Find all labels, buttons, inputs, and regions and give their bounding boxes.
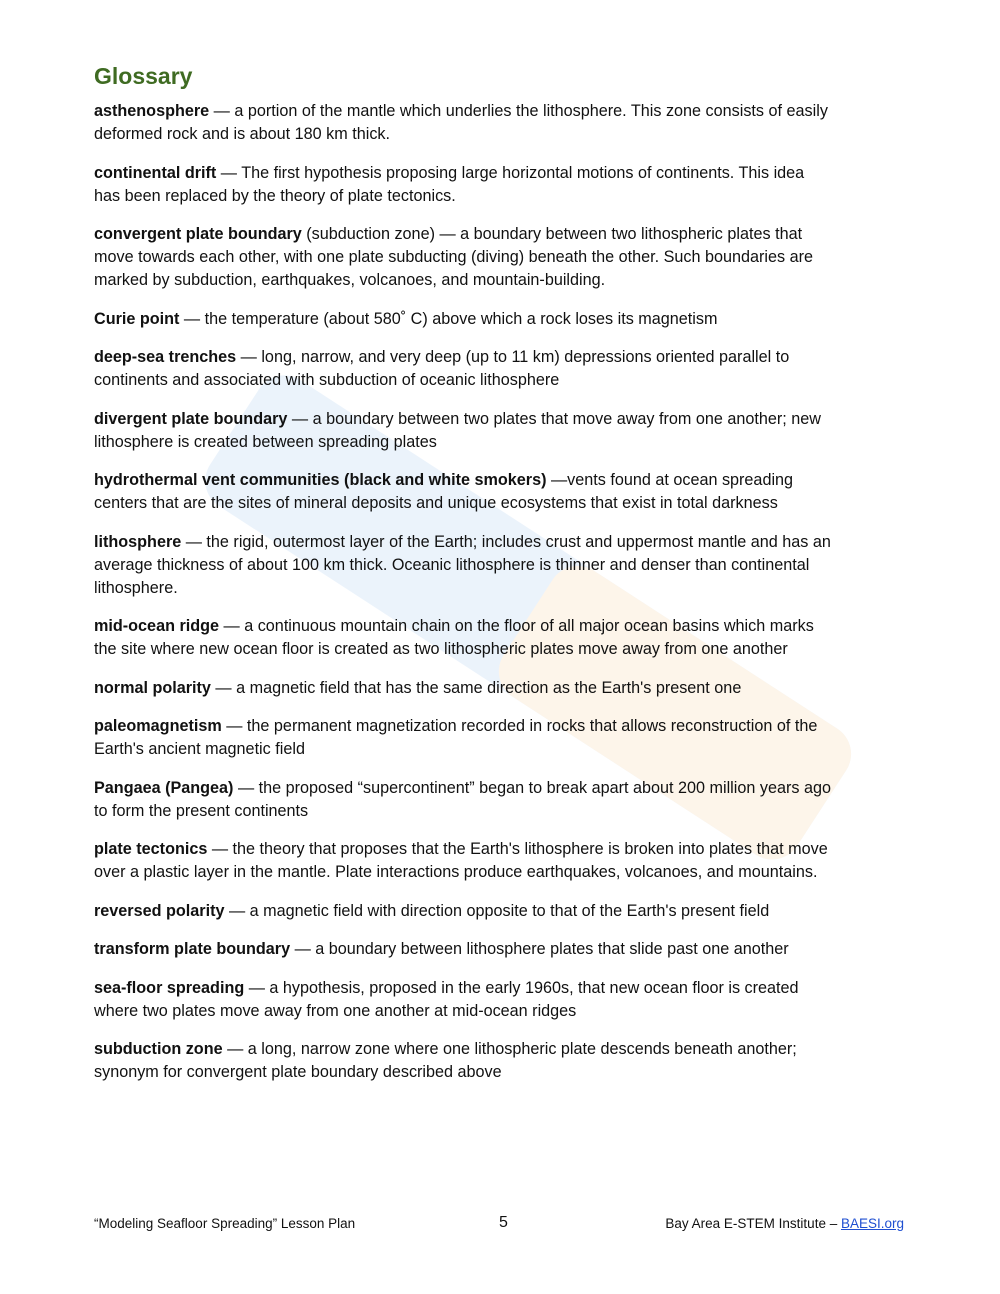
glossary-term: Curie point bbox=[94, 309, 180, 328]
glossary-definition: —vents found at ocean spreading centers that are the sites of mineral deposits and unique ecosystems that exist in total darkness bbox=[94, 471, 794, 512]
glossary-entry bbox=[94, 977, 834, 1023]
glossary-entry bbox=[94, 100, 834, 146]
footer-institute-text: Bay Area E-STEM Institute – bbox=[665, 1216, 841, 1231]
glossary-entry bbox=[94, 162, 834, 208]
glossary-term: subduction zone bbox=[94, 1040, 223, 1058]
glossary-entry bbox=[94, 615, 834, 661]
glossary-definition: — long, narrow, and very deep (up to 11 km) depressions oriented parallel to continents and associated with subduction of oceanic lithosphere bbox=[94, 348, 790, 389]
glossary-term: sea-floor spreading bbox=[94, 978, 245, 997]
glossary-definition: — the temperature (about 580˚ C) above which a rock loses its magnetism bbox=[179, 309, 718, 328]
glossary-term: deep-sea trenches bbox=[94, 348, 237, 366]
glossary-entry bbox=[94, 469, 834, 515]
glossary-entry bbox=[94, 777, 834, 823]
glossary-entry bbox=[94, 938, 834, 961]
glossary-definition: — the theory that proposes that the Earth's lithosphere is broken into plates that move over a plastic layer in the mantle. Plate interactions produce earthquakes, volcanoes, and mountains. bbox=[94, 840, 828, 881]
glossary-term: lithosphere bbox=[94, 532, 182, 551]
glossary-definition: — a magnetic field with direction opposite to that of the Earth's present field bbox=[224, 901, 770, 920]
footer-lesson-title: “Modeling Seafloor Spreading” Lesson Plan bbox=[94, 1216, 356, 1231]
glossary-entry bbox=[94, 677, 834, 700]
glossary-term: divergent plate boundary bbox=[94, 409, 288, 428]
glossary-entry bbox=[94, 346, 834, 392]
footer-institute bbox=[665, 1216, 904, 1231]
baesi-link[interactable]: BAESI.org bbox=[840, 1216, 904, 1231]
glossary-definition: — a magnetic field that has the same direction as the Earth's present one bbox=[210, 678, 742, 697]
glossary-entry bbox=[94, 223, 834, 292]
glossary-term: convergent plate boundary bbox=[94, 225, 302, 243]
glossary-entry bbox=[94, 408, 834, 454]
page-footer bbox=[94, 1214, 904, 1238]
page-number: 5 bbox=[499, 1214, 508, 1231]
glossary-term: normal polarity bbox=[94, 678, 211, 697]
glossary-definition: — a boundary between two plates that move away from one another; new lithosphere is created between spreading plates bbox=[94, 409, 821, 451]
glossary-definition: — the proposed “supercontinent” began to break apart about 200 million years ago to form the present continents bbox=[94, 778, 831, 820]
glossary-term: transform plate boundary bbox=[94, 940, 291, 958]
glossary-definition: — a continuous mountain chain on the floor of all major ocean basins which marks the site where new ocean floor is created as two lithospheric plates move away from one another bbox=[94, 617, 814, 658]
glossary-definition: (subduction zone) — a boundary between two lithospheric plates that move towards each other, with one plate subducting (diving) beneath the other. Such boundaries are marked by subduction, earthquakes, volcanoes, and mountain-building. bbox=[94, 225, 814, 289]
glossary-definition: — a hypothesis, proposed in the early 1960s, that new ocean floor is created where two plates move away from one another at mid-ocean ridges bbox=[94, 978, 799, 1020]
glossary-term: plate tectonics bbox=[94, 840, 208, 858]
glossary-term: asthenosphere bbox=[94, 102, 210, 120]
glossary-term: mid-ocean ridge bbox=[94, 617, 220, 635]
glossary-term: Pangaea (Pangea) bbox=[94, 778, 234, 797]
glossary-list bbox=[94, 100, 834, 1100]
glossary-definition: — a boundary between lithosphere plates that slide past one another bbox=[290, 940, 789, 958]
glossary-definition: — the rigid, outermost layer of the Earth; includes crust and uppermost mantle and has an average thickness of about 100 km thick. Oceanic lithosphere is thinner and denser than continental lithosphere. bbox=[94, 532, 831, 597]
glossary-entry bbox=[94, 1038, 834, 1084]
glossary-heading: Glossary bbox=[94, 63, 193, 89]
glossary-term: reversed polarity bbox=[94, 901, 225, 920]
glossary-definition: — the permanent magnetization recorded in rocks that allows reconstruction of the Earth's ancient magnetic field bbox=[94, 717, 818, 758]
glossary-entry bbox=[94, 715, 834, 761]
glossary-definition: — The first hypothesis proposing large horizontal motions of continents. This idea has been replaced by the theory of plate tectonics. bbox=[94, 163, 805, 205]
glossary-definition: — a portion of the mantle which underlies the lithosphere. This zone consists of easily deformed rock and is about 180 km thick. bbox=[94, 102, 828, 143]
glossary-entry bbox=[94, 838, 834, 884]
glossary-entry bbox=[94, 308, 834, 331]
glossary-entry bbox=[94, 531, 834, 600]
glossary-term: continental drift bbox=[94, 163, 217, 182]
glossary-term: paleomagnetism bbox=[94, 717, 222, 735]
glossary-entry bbox=[94, 900, 834, 923]
glossary-term: hydrothermal vent communities (black and white smokers) bbox=[94, 471, 547, 489]
glossary-definition: — a long, narrow zone where one lithospheric plate descends beneath another; synonym for convergent plate boundary described above bbox=[94, 1040, 797, 1081]
